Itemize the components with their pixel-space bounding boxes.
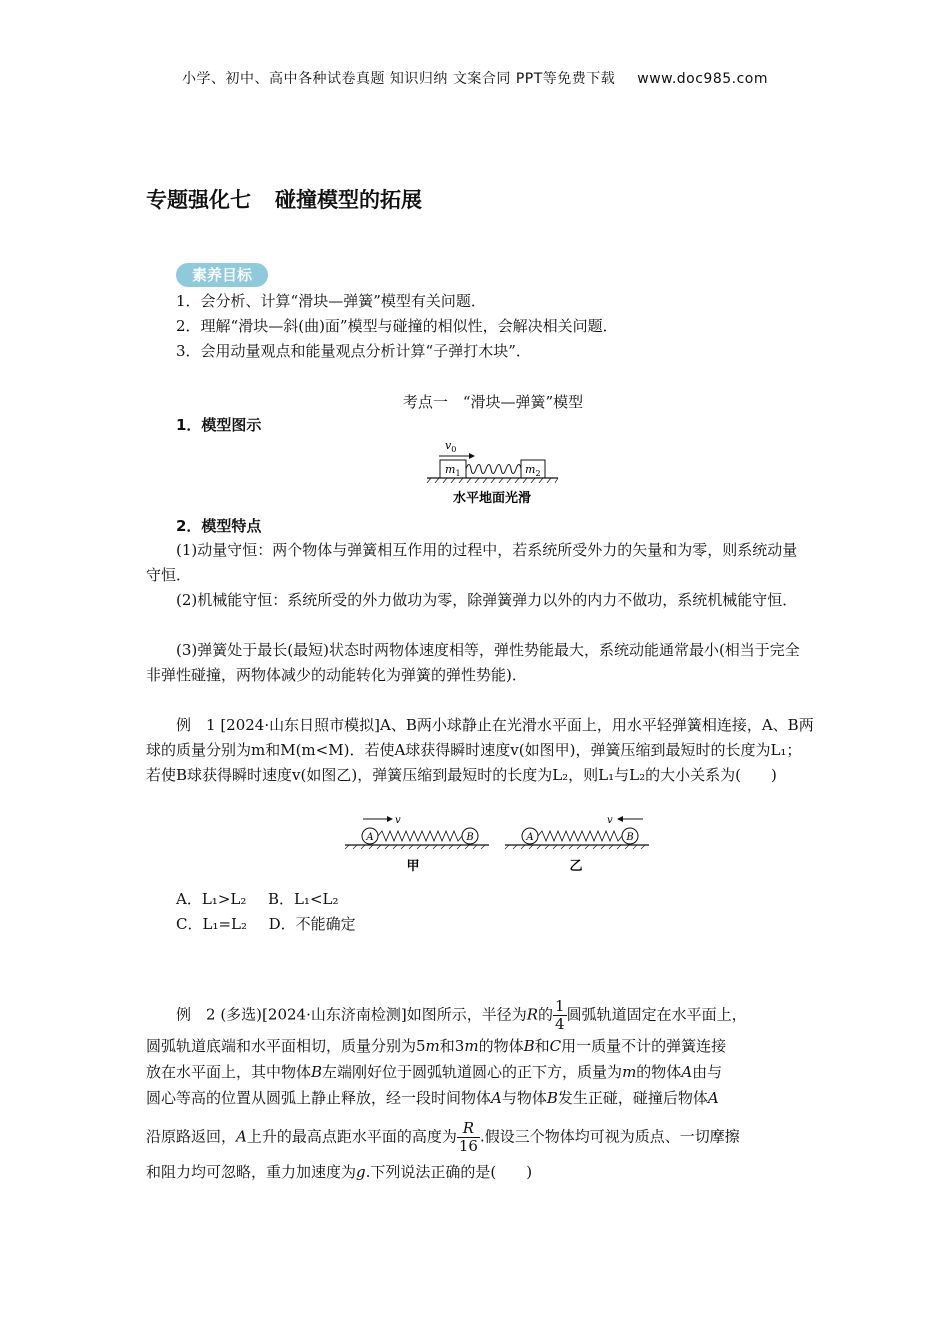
objective-2: 2．理解“滑块—斜(曲)面”模型与碰撞的相似性，会解决相关问题． <box>176 317 618 335</box>
example2-source: [2024·山东济南检测] <box>262 1005 407 1024</box>
objective-3: 3．会用动量观点和能量观点分析计算“子弹打木块”． <box>176 342 531 360</box>
jia-caption: 甲 <box>406 859 420 874</box>
yi-spring <box>538 831 622 841</box>
example2-tag: (多选) <box>220 1005 263 1024</box>
figure-yi <box>503 812 651 874</box>
spring <box>466 465 525 474</box>
m2-label: $m_2$ <box>525 463 541 478</box>
yi-ball-a-label: A <box>526 832 534 843</box>
feature-extremum: (3)弹簧处于最长(最短)状态时两物体速度相等，弹性势能最大，系统动能通常最小(相当于完全非弹性碰撞，两物体减少的动能转化为弹簧的弹性势能)． <box>146 641 800 684</box>
example1-question <box>146 713 814 788</box>
spring-block-figure <box>425 436 560 508</box>
v0-label: $v_0$ <box>445 439 457 454</box>
ground-caption: 水平地面光滑 <box>452 491 532 506</box>
example2-line5: 沿原路返回，A上升的最高点距水平面的高度为 $\frac{R}{16}$ .假设三个物体均可视为质点、一切摩擦 <box>146 1119 740 1155</box>
title-part1: 专题强化七 <box>146 188 251 212</box>
example1-source: [2024·山东日照市模拟] <box>220 716 380 734</box>
jia-v-label: v <box>395 815 401 826</box>
subheading-model-features: 2．模型特点 <box>176 517 262 535</box>
example1-text: A、B两小球静止在光滑水平面上，用水平轻弹簧相连接，A、B两球的质量分别为m和M(m<M)．若使A球获得瞬时速度v(如图甲)，弹簧压缩到最短时的长度为L₁；若使B球获得瞬时速度v(如图乙)，弹簧压缩到最短时的长度为L₂，则L₁与L₂的大小关系为( ) <box>146 716 814 784</box>
subheading-model-figure: 1．模型图示 <box>176 416 262 434</box>
objectives-badge: 素养目标 <box>176 263 268 287</box>
page-header <box>0 68 950 88</box>
m1-label: $m_1$ <box>445 463 461 478</box>
title-part2: 碰撞模型的拓展 <box>275 188 422 212</box>
example2-text-seg1: 如图所示，半径为R的 <box>406 1005 554 1024</box>
example2-line2: 圆弧轨道底端和水平面相切，质量分别为5m和3m的物体B和C用一质量不计的弹簧连接 <box>146 1037 727 1055</box>
yi-ball-b-label: B <box>626 832 634 843</box>
jia-spring <box>378 831 462 841</box>
example1-label: 例 1 <box>176 716 216 734</box>
example2-text-seg2: 圆弧轨道固定在水平面上， <box>566 1005 747 1024</box>
header-text: 小学、初中、高中各种试卷真题 知识归纳 文案合同 PPT等免费下载 <box>181 71 616 87</box>
example2-line6: 和阻力均可忽略，重力加速度为g.下列说法正确的是( ) <box>146 1163 533 1181</box>
jia-ball-a-label: A <box>366 832 374 843</box>
feature-energy: (2)机械能守恒：系统所受的外力做功为零，除弹簧弹力以外的内力不做功，系统机械能守恒． <box>176 591 798 609</box>
example2-label: 例 2 <box>176 1005 216 1024</box>
r-over-16-fraction: $\frac{R}{16}$ <box>458 1119 478 1155</box>
option-a[interactable]: A．L₁>L₂ <box>176 890 247 908</box>
yi-v-label: v <box>607 815 613 826</box>
jia-v-arrowhead <box>387 816 393 822</box>
header-site-link[interactable]: www.doc985.com <box>637 71 769 87</box>
section-heading: 考点一 “滑块—弹簧”模型 <box>402 393 584 411</box>
feature-momentum: (1)动量守恒：两个物体与弹簧相互作用的过程中，若系统所受外力的矢量和为零，则系统动量守恒． <box>146 541 798 584</box>
figure-jia <box>343 812 491 874</box>
option-c[interactable]: C．L₁=L₂ <box>176 915 248 933</box>
option-b[interactable]: B．L₁<L₂ <box>267 890 339 908</box>
example2-line3: 放在水平面上，其中物体B左端刚好位于圆弧轨道圆心的正下方，质量为m的物体A由与 <box>146 1063 723 1081</box>
ground-hatch <box>427 478 558 483</box>
example2-line1 <box>176 998 747 1033</box>
page-title <box>146 184 422 214</box>
example1-options-row2 <box>176 912 356 937</box>
jia-ball-b-label: B <box>466 832 474 843</box>
yi-caption: 乙 <box>569 859 583 874</box>
objective-1: 1．会分析、计算“滑块—弹簧”模型有关问题． <box>176 292 486 310</box>
example2-line4: 圆心等高的位置从圆弧上静止释放，经一段时间物体A与物体B发生正碰，碰撞后物体A <box>146 1089 719 1107</box>
quarter-fraction: $\frac{1}{4}$ <box>555 997 565 1033</box>
v0-arrowhead <box>469 453 475 459</box>
option-d[interactable]: D．不能确定 <box>268 915 356 933</box>
example1-options-row1 <box>176 887 339 912</box>
yi-v-arrowhead <box>617 816 623 822</box>
